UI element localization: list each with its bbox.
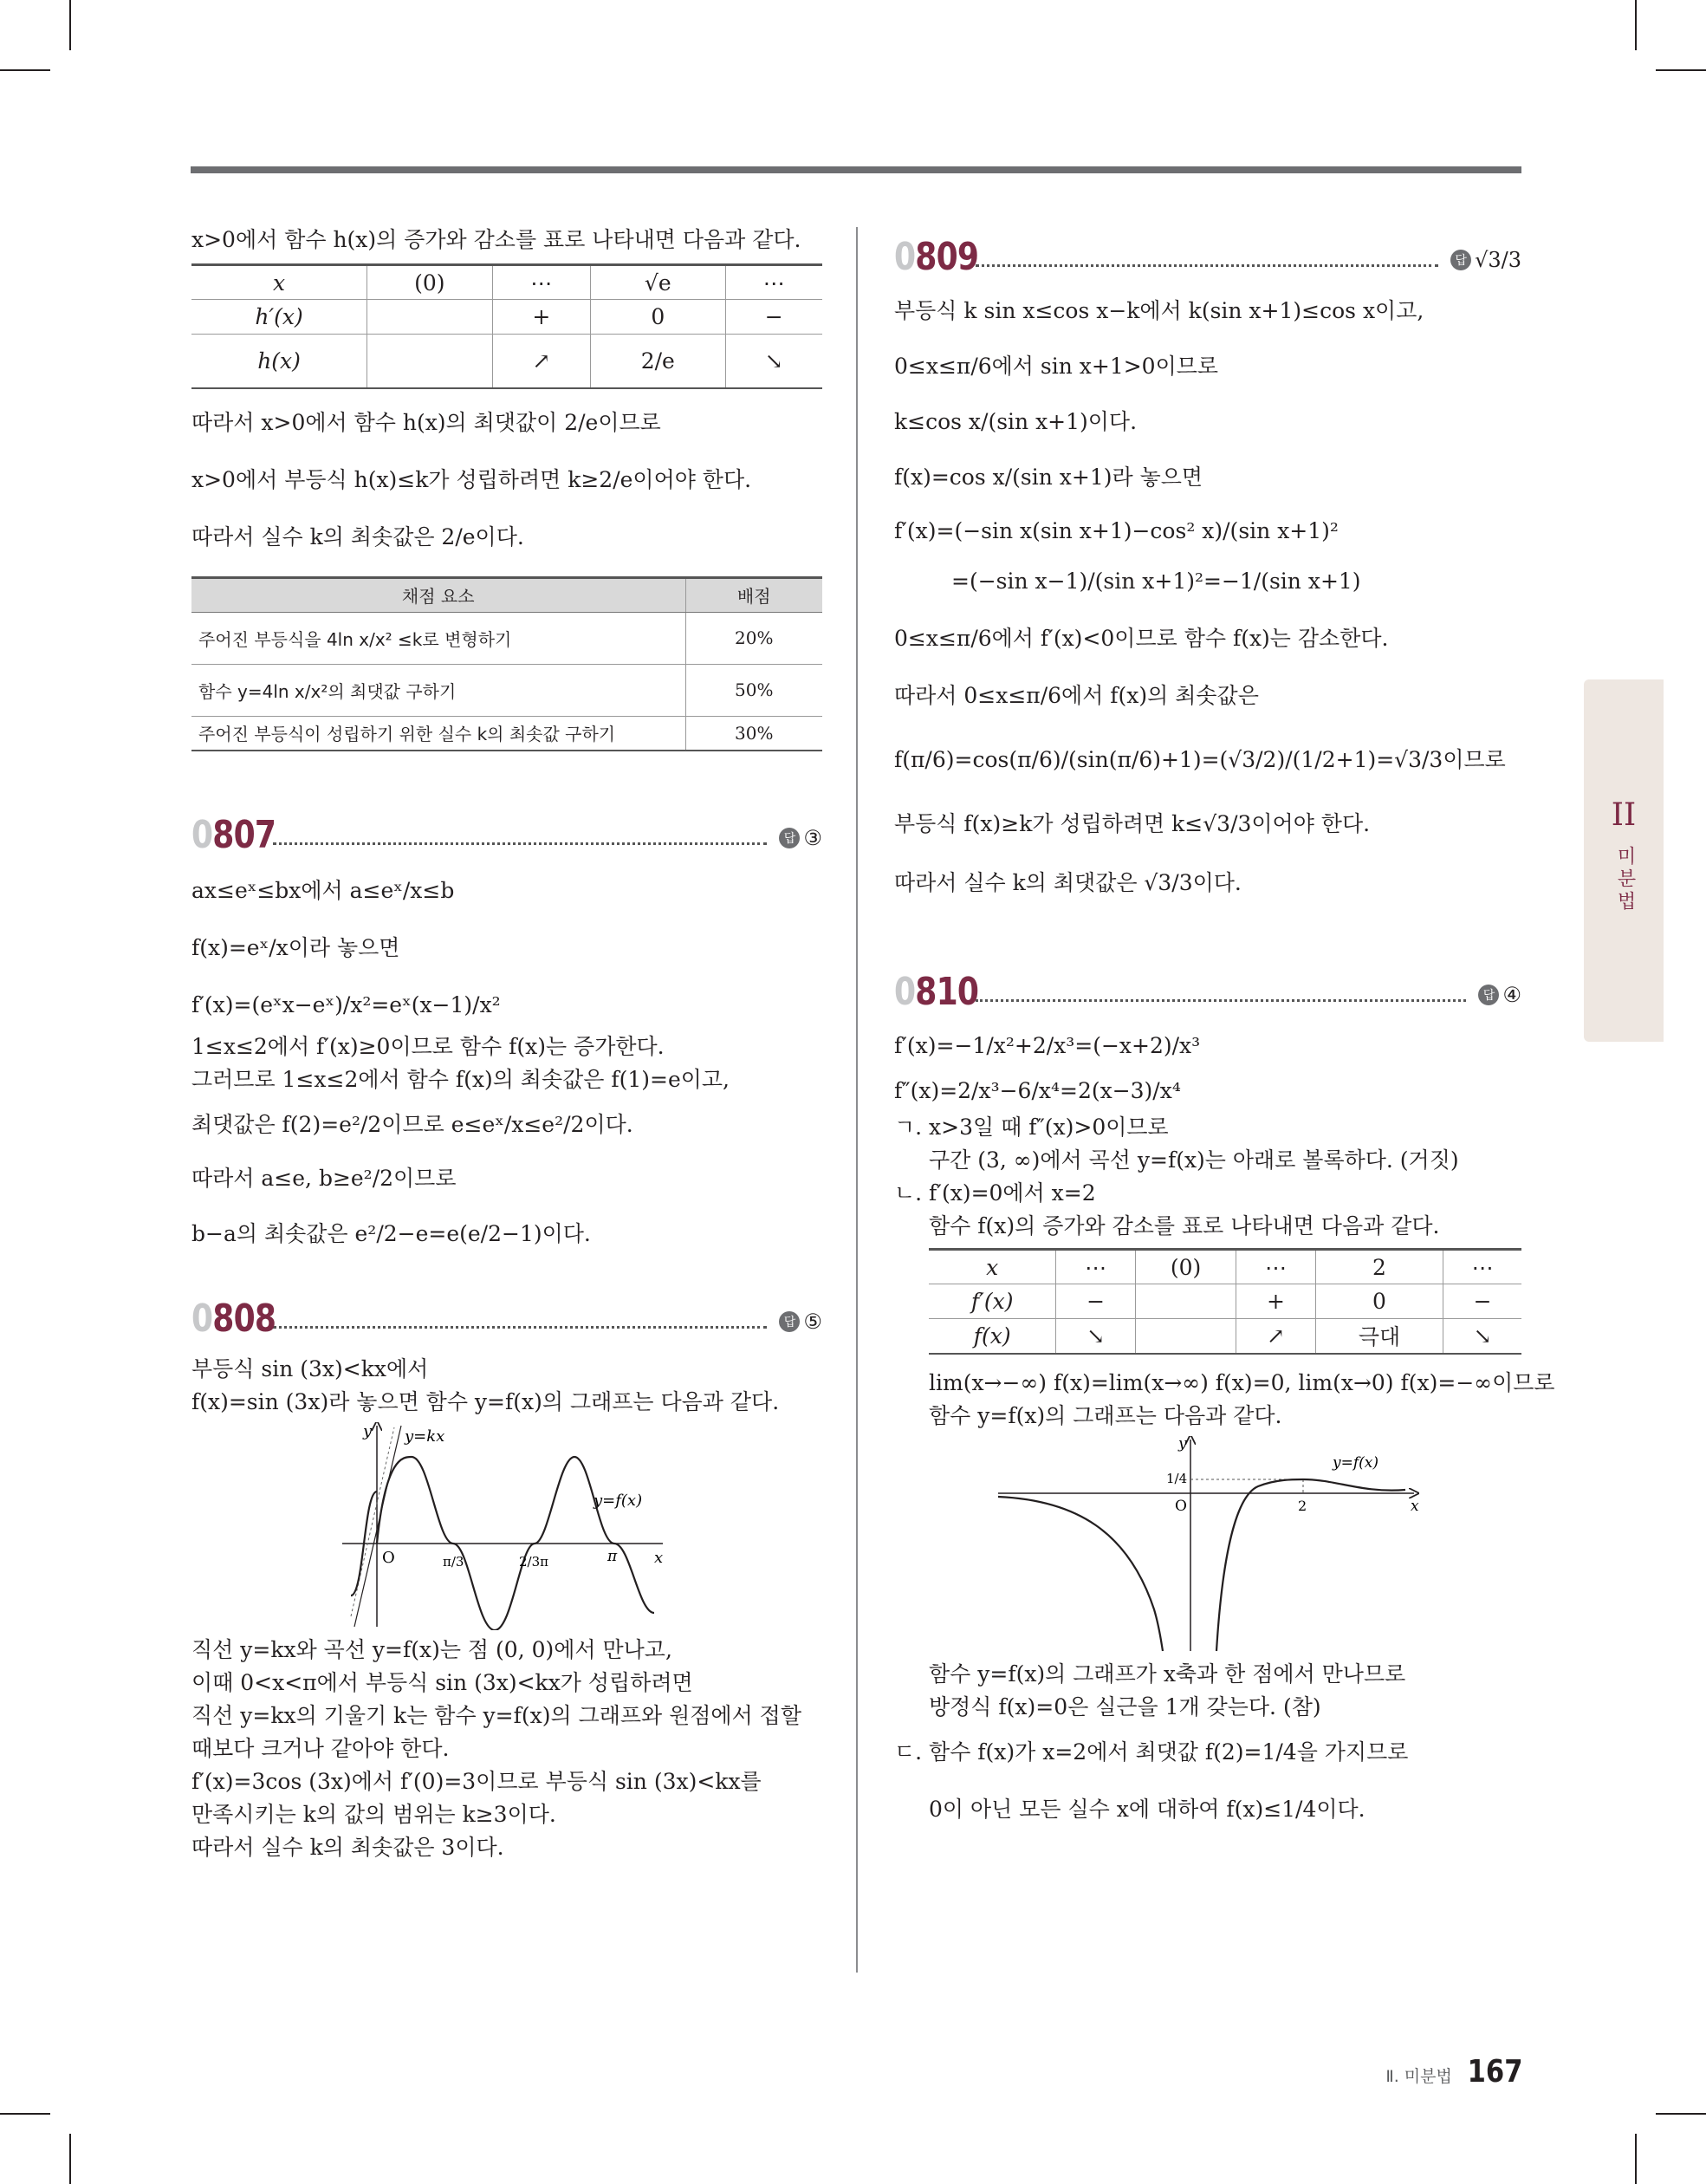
solution-line: f(x)=eˣ/x이라 놓으면 [191, 935, 400, 960]
table-cell: √e [591, 265, 726, 300]
y-axis-label: y [1178, 1435, 1187, 1453]
crop-mark [69, 0, 71, 50]
dotted-leader [976, 999, 1466, 1002]
table-cell: 함수 y=4ln x/x²의 최댓값 구하기 [191, 664, 685, 716]
table-cell: 2/e [591, 335, 726, 388]
chapter-number: II [1611, 797, 1637, 833]
tangent-line [354, 1426, 401, 1627]
solution-line: 0≤x≤π/6에서 sin x+1>0이므로 [894, 354, 1219, 379]
solution-line: ㄷ. 함수 f(x)가 x=2에서 최댓값 f(2)=1/4을 가지므로 [894, 1739, 1409, 1765]
answer-value: √3/3 [1475, 248, 1521, 272]
solution-line: 따라서 a≤e, b≥e²/2이므로 [191, 1166, 457, 1191]
solution-line: ㄱ. x>3일 때 f″(x)>0이므로 [894, 1115, 1169, 1140]
table-cell: 0 [1315, 1284, 1443, 1319]
solution-line: 0이 아닌 모든 실수 x에 대하여 f(x)≤1/4이다. [929, 1796, 1365, 1822]
x-axis-label: x [654, 1549, 664, 1567]
problem-header-808 [191, 1285, 822, 1341]
table-row [191, 664, 822, 716]
table-row [191, 612, 822, 664]
solution-line: 따라서 실수 k의 최댓값은 √3/3이다. [894, 870, 1242, 895]
tick-label: π/3 [443, 1554, 464, 1570]
answer-icon: 답 [779, 1311, 800, 1332]
table-cell: ↗ [1236, 1319, 1315, 1354]
table-cell [367, 335, 493, 388]
tangent-line-dashed [351, 1427, 394, 1616]
solution-line: 1≤x≤2에서 f′(x)≥0이므로 함수 f(x)는 증가한다. [191, 1034, 665, 1059]
solution-line: 직선 y=kx와 곡선 y=f(x)는 점 (0, 0)에서 만나고, [191, 1637, 672, 1662]
crop-mark [1635, 2134, 1637, 2184]
table-cell [1135, 1319, 1236, 1354]
answer-badge [1478, 983, 1521, 1007]
table-cell: 주어진 부등식을 4ln x/x² ≤k로 변형하기 [191, 612, 685, 664]
solution-line: 최댓값은 f(2)=e²/2이므로 e≤eˣ/x≤e²/2이다. [191, 1112, 633, 1137]
solution-line: 0≤x≤π/6에서 f′(x)<0이므로 함수 f(x)는 감소한다. [894, 626, 1389, 651]
solution-line: f′(x)=3cos (3x)에서 f′(0)=3이므로 부등식 sin (3x)<kx를 [191, 1769, 762, 1794]
scoring-table [191, 576, 822, 752]
solution-line: lim(x→−∞) f(x)=lim(x→∞) f(x)=0, lim(x→0) f(x)=−∞이므로 [929, 1369, 1555, 1395]
left-branch [998, 1497, 1163, 1651]
solution-line: 함수 y=f(x)의 그래프가 x축과 한 점에서 만나므로 [929, 1661, 1406, 1687]
table-cell: (0) [1135, 1250, 1236, 1284]
solution-line: 따라서 0≤x≤π/6에서 f(x)의 최솟값은 [894, 683, 1259, 708]
solution-line: 따라서 실수 k의 최솟값은 3이다. [191, 1835, 504, 1860]
table-cell: 30% [685, 716, 822, 751]
table-row [929, 1284, 1521, 1319]
solution-line: 때보다 크거나 같아야 한다. [191, 1736, 450, 1761]
solution-810 [894, 1030, 1555, 1826]
crop-mark [1656, 2113, 1706, 2115]
x-axis-label: x [1411, 1497, 1419, 1515]
solution-line: f′(x)=(−sin x(sin x+1)−cos² x)/(sin x+1)² [894, 518, 1339, 543]
answer-icon: 답 [1450, 250, 1471, 270]
solution-line: 직선 y=kx의 기울기 k는 함수 y=f(x)의 그래프와 원점에서 접할 [191, 1703, 801, 1728]
table-cell: ⋯ [1056, 1250, 1135, 1284]
table-cell: ⋯ [492, 265, 590, 300]
solution-line: 방정식 f(x)=0은 실근을 1개 갖는다. (참) [929, 1693, 1321, 1719]
table-cell: 0 [591, 300, 726, 335]
right-branch [1216, 1479, 1405, 1651]
solution-line: ax≤eˣ≤bx에서 a≤eˣ/x≤b [191, 878, 455, 903]
answer-value: ④ [1502, 983, 1521, 1007]
solution-line: 따라서 x>0에서 함수 h(x)의 최댓값이 2/e이므로 [191, 409, 661, 435]
y-axis-label: y [363, 1422, 373, 1440]
increase-decrease-table [929, 1248, 1521, 1355]
answer-icon: 답 [779, 828, 800, 848]
table-row [191, 335, 822, 388]
table-row [191, 577, 822, 612]
crop-mark [1656, 69, 1706, 71]
increase-decrease-table [191, 263, 822, 389]
answer-badge [779, 826, 822, 850]
solution-line: f(x)=sin (3x)라 놓으면 함수 y=f(x)의 그래프는 다음과 같다. [191, 1389, 780, 1414]
y-tick-label: 1/4 [1166, 1470, 1188, 1486]
origin-label: O [1175, 1497, 1187, 1515]
solution-line: 그러므로 1≤x≤2에서 함수 f(x)의 최솟값은 f(1)=e이고, [191, 1067, 730, 1092]
x-tick-label: 2 [1298, 1497, 1307, 1514]
solution-line: x>0에서 부등식 h(x)≤k가 성립하려면 k≥2/e이어야 한다. [191, 466, 752, 492]
sine-graph [342, 1422, 671, 1630]
table-cell [367, 300, 493, 335]
table-cell: x [929, 1250, 1056, 1284]
tick-label: π [607, 1548, 618, 1565]
dotted-leader [273, 842, 767, 845]
solution-line: ㄴ. f′(x)=0에서 x=2 [894, 1180, 1096, 1206]
right-column [894, 224, 1555, 1826]
header-rule [191, 166, 1521, 173]
table-cell: ⋯ [725, 265, 822, 300]
curve-label: y=f(x) [594, 1492, 643, 1510]
table-cell: − [1056, 1284, 1135, 1319]
table-cell: − [725, 300, 822, 335]
table-cell: + [492, 300, 590, 335]
solution-line: b−a의 최솟값은 e²/2−e=e(e/2−1)이다. [191, 1221, 591, 1246]
table-row [929, 1250, 1521, 1284]
solution-808 [191, 1353, 822, 1864]
table-row [191, 716, 822, 751]
solution-line: 부등식 f(x)≥k가 성립하려면 k≤√3/3이어야 한다. [894, 811, 1371, 836]
table-cell: h′(x) [191, 300, 367, 335]
solution-line: 부등식 sin (3x)<kx에서 [191, 1356, 429, 1381]
origin-label: O [382, 1549, 395, 1567]
problem-header-810 [894, 959, 1521, 1014]
dotted-leader [273, 1326, 767, 1329]
solution-line: 따라서 실수 k의 최솟값은 2/e이다. [191, 523, 524, 549]
crop-mark [69, 2134, 71, 2184]
solution-line: 함수 f(x)의 증가와 감소를 표로 나타내면 다음과 같다. [929, 1213, 1440, 1238]
table-cell: ↗ [492, 335, 590, 388]
solution-line: 함수 y=f(x)의 그래프는 다음과 같다. [929, 1402, 1282, 1428]
solution-line: k≤cos x/(sin x+1)이다. [894, 409, 1138, 434]
solution-809 [894, 295, 1521, 900]
table-cell: 50% [685, 664, 822, 716]
problem-number: 0807 [191, 813, 276, 857]
curve-label: y=f(x) [1333, 1453, 1378, 1472]
page-footer [1385, 2054, 1528, 2090]
solution-line: 이때 0<x<π에서 부등식 sin (3x)<kx가 성립하려면 [191, 1670, 693, 1695]
dotted-leader [976, 264, 1438, 267]
solution-line: 부등식 k sin x≤cos x−k에서 k(sin x+1)≤cos x이고, [894, 298, 1424, 323]
answer-badge [1450, 248, 1521, 272]
table-cell: (0) [367, 265, 493, 300]
problem-number: 0808 [191, 1297, 276, 1341]
crop-mark [1635, 0, 1637, 50]
footer-section: Ⅱ. 미분법 [1385, 2067, 1452, 2086]
function-graph [998, 1436, 1431, 1653]
line-label: y=kx [405, 1427, 445, 1446]
crop-mark [0, 69, 50, 71]
table-cell: + [1236, 1284, 1315, 1319]
problem-header-807 [191, 802, 822, 857]
chapter-title: 미분법 [1614, 846, 1636, 913]
problem-number: 0810 [894, 970, 979, 1014]
solution-line: 만족시키는 k의 값의 범위는 k≥3이다. [191, 1802, 556, 1827]
answer-value: ⑤ [803, 1310, 822, 1334]
table-header: 채점 요소 [191, 577, 685, 612]
table-header: 배점 [685, 577, 822, 612]
table-cell: f(x) [929, 1319, 1056, 1354]
problem-number: 0809 [894, 235, 979, 279]
answer-badge [779, 1310, 822, 1334]
table-cell: 2 [1315, 1250, 1443, 1284]
table-cell: ↘ [1056, 1319, 1135, 1354]
table-cell: h(x) [191, 335, 367, 388]
answer-value: ③ [803, 826, 822, 850]
table-cell: 20% [685, 612, 822, 664]
table-cell: x [191, 265, 367, 300]
crop-mark [0, 2113, 50, 2115]
page-number: 167 [1467, 2054, 1523, 2090]
solution-line: f″(x)=2/x³−6/x⁴=2(x−3)/x⁴ [894, 1078, 1181, 1103]
left-column [191, 224, 822, 1864]
table-cell: ↘ [725, 335, 822, 388]
table-cell: − [1443, 1284, 1521, 1319]
table-cell: 극대 [1315, 1319, 1443, 1354]
table-cell: 주어진 부등식이 성립하기 위한 실수 k의 최솟값 구하기 [191, 716, 685, 751]
table-cell: ↘ [1443, 1319, 1521, 1354]
solution-line: f′(x)=(eˣx−eˣ)/x²=eˣ(x−1)/x² [191, 992, 501, 1017]
answer-icon: 답 [1478, 985, 1499, 1005]
table-cell [1135, 1284, 1236, 1319]
table-cell: ⋯ [1236, 1250, 1315, 1284]
solution-line: f(π/6)=cos(π/6)/(sin(π/6)+1)=(√3/2)/(1/2+1)=√3/3이므로 [894, 747, 1506, 772]
solution-line: =(−sin x−1)/(sin x+1)²=−1/(sin x+1) [951, 569, 1361, 594]
table-row [929, 1319, 1521, 1354]
problem-header-809 [894, 224, 1521, 279]
solution-807 [191, 874, 822, 1251]
solution-line: f′(x)=−1/x²+2/x³=(−x+2)/x³ [894, 1033, 1201, 1058]
solution-line: 구간 (3, ∞)에서 곡선 y=f(x)는 아래로 볼록하다. (거짓) [929, 1147, 1459, 1173]
column-divider [856, 227, 858, 1973]
table-cell: ⋯ [1443, 1250, 1521, 1284]
table-row [191, 265, 822, 300]
table-cell: f′(x) [929, 1284, 1056, 1319]
table-row [191, 300, 822, 335]
solution-line: f(x)=cos x/(sin x+1)라 놓으면 [894, 465, 1203, 490]
intro-text: x>0에서 함수 h(x)의 증가와 감소를 표로 나타내면 다음과 같다. [191, 227, 801, 252]
tick-label: 2/3π [519, 1554, 548, 1570]
